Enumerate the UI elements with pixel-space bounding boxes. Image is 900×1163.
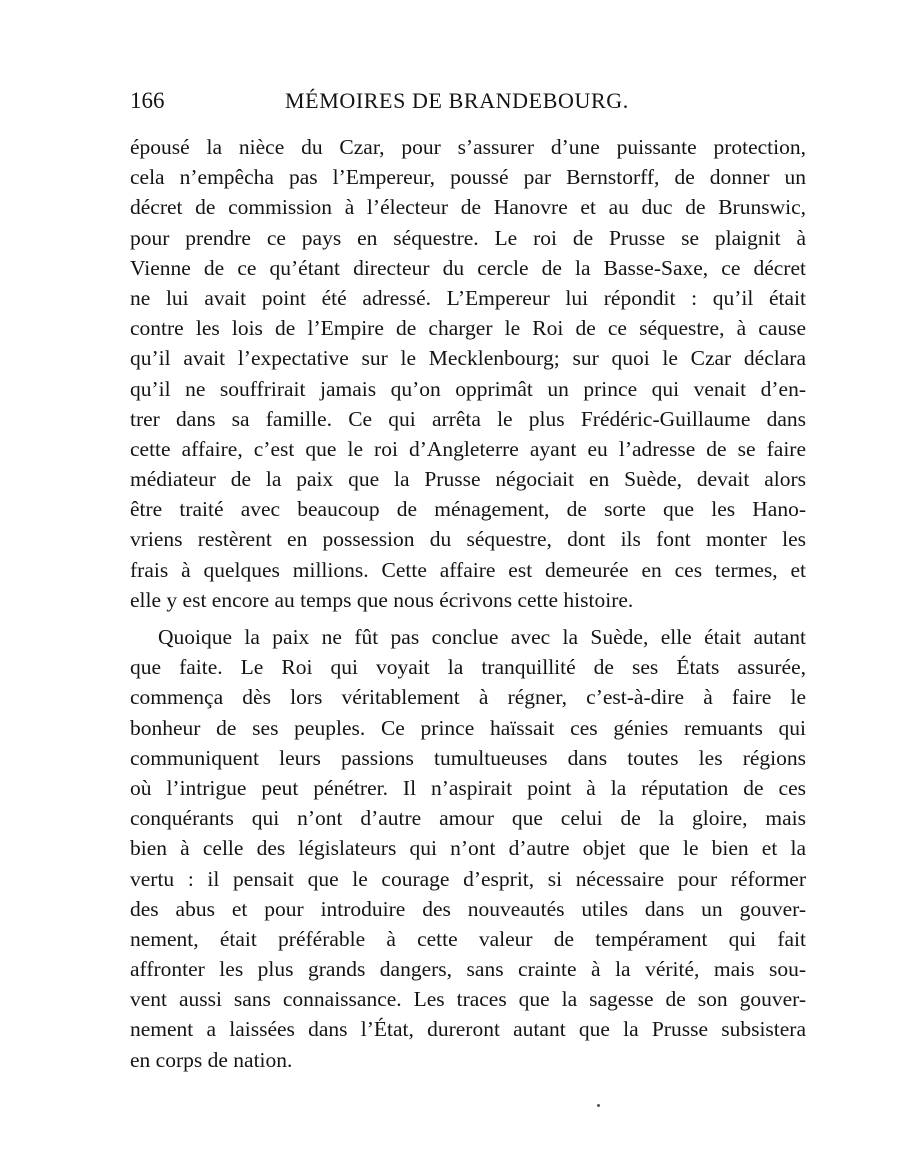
- text-line: épousé la nièce du Czar, pour s’assurer d’une puissante protection,: [130, 135, 806, 159]
- text-line: décret de commission à l’électeur de Hanovre et au duc de Brunswic,: [130, 195, 806, 220]
- text-line: vent aussi sans connaissance. Les traces que la sagesse de son gouver-: [130, 987, 806, 1012]
- text-line: elle y est encore au temps que nous écrivons cette histoire.: [130, 587, 634, 612]
- text-line: bien à celle des législateurs qui n’ont d’autre objet que le bien et la: [130, 836, 806, 861]
- text-line: bonheur de ses peuples. Ce prince haïssait ces génies remuants qui: [130, 715, 806, 740]
- text-line: communiquent leurs passions tumultueuses dans toutes les régions: [130, 745, 806, 770]
- text-line: qu’il ne souffrirait jamais qu’on opprimât un prince qui venait d’en-: [130, 376, 806, 401]
- paragraph-gap: [130, 615, 806, 622]
- text-line: conquérants qui n’ont d’autre amour que celui de la gloire, mais: [130, 806, 806, 831]
- text-line: qu’il avait l’expectative sur le Mecklenbourg; sur quoi le Czar déclara: [130, 346, 806, 371]
- text-line: médiateur de la paix que la Prusse négociait en Suède, devait alors: [130, 467, 806, 492]
- paragraph-1: [130, 132, 806, 615]
- text-line: affronter les plus grands dangers, sans crainte à la vérité, mais sou-: [130, 957, 806, 982]
- paragraph-2: [130, 622, 806, 1075]
- text-line: où l’intrigue peut pénétrer. Il n’aspirait point à la réputation de ces: [130, 775, 806, 800]
- text-line: vertu : il pensait que le courage d’esprit, si nécessaire pour réformer: [130, 866, 806, 891]
- text-line: frais à quelques millions. Cette affaire est demeurée en ces termes, et: [130, 557, 806, 582]
- text-line: commença dès lors véritablement à régner, c’est-à-dire à faire le: [130, 685, 806, 710]
- page-number: 166: [130, 88, 165, 113]
- body-text: [130, 132, 806, 1075]
- text-line: cela n’empêcha pas l’Empereur, poussé par Bernstorff, de donner un: [130, 165, 806, 190]
- text-line: des abus et pour introduire des nouveautés utiles dans un gouver-: [130, 896, 806, 921]
- text-line: être traité avec beaucoup de ménagement, de sorte que les Hano-: [130, 497, 806, 522]
- text-line: vriens restèrent en possession du séquestre, dont ils font monter les: [130, 527, 806, 552]
- text-line: Vienne de ce qu’étant directeur du cercle de la Basse-Saxe, ce décret: [130, 255, 806, 280]
- running-head: [130, 86, 806, 116]
- text-line: que faite. Le Roi qui voyait la tranquillité de ses États assurée,: [130, 655, 806, 680]
- text-line: nement, était préférable à cette valeur de tempérament qui fait: [130, 926, 806, 951]
- text-line: ne lui avait point été adressé. L’Empereur lui répondit : qu’il était: [130, 285, 806, 310]
- running-title: MÉMOIRES DE BRANDEBOURG.: [285, 88, 629, 113]
- text-line: contre les lois de l’Empire de charger le Roi de ce séquestre, à cause: [130, 316, 806, 341]
- text-line: en corps de nation.: [130, 1047, 293, 1072]
- text-line: cette affaire, c’est que le roi d’Angleterre ayant eu l’adresse de se faire: [130, 436, 806, 461]
- text-line: Quoique la paix ne fût pas conclue avec la Suède, elle était autant: [158, 625, 806, 649]
- text-line: pour prendre ce pays en séquestre. Le roi de Prusse se plaignit à: [130, 225, 806, 250]
- text-line: trer dans sa famille. Ce qui arrêta le plus Frédéric-Guillaume dans: [130, 406, 806, 431]
- text-line: nement a laissées dans l’État, dureront autant que la Prusse subsistera: [130, 1017, 806, 1042]
- ink-speck: [597, 1104, 600, 1107]
